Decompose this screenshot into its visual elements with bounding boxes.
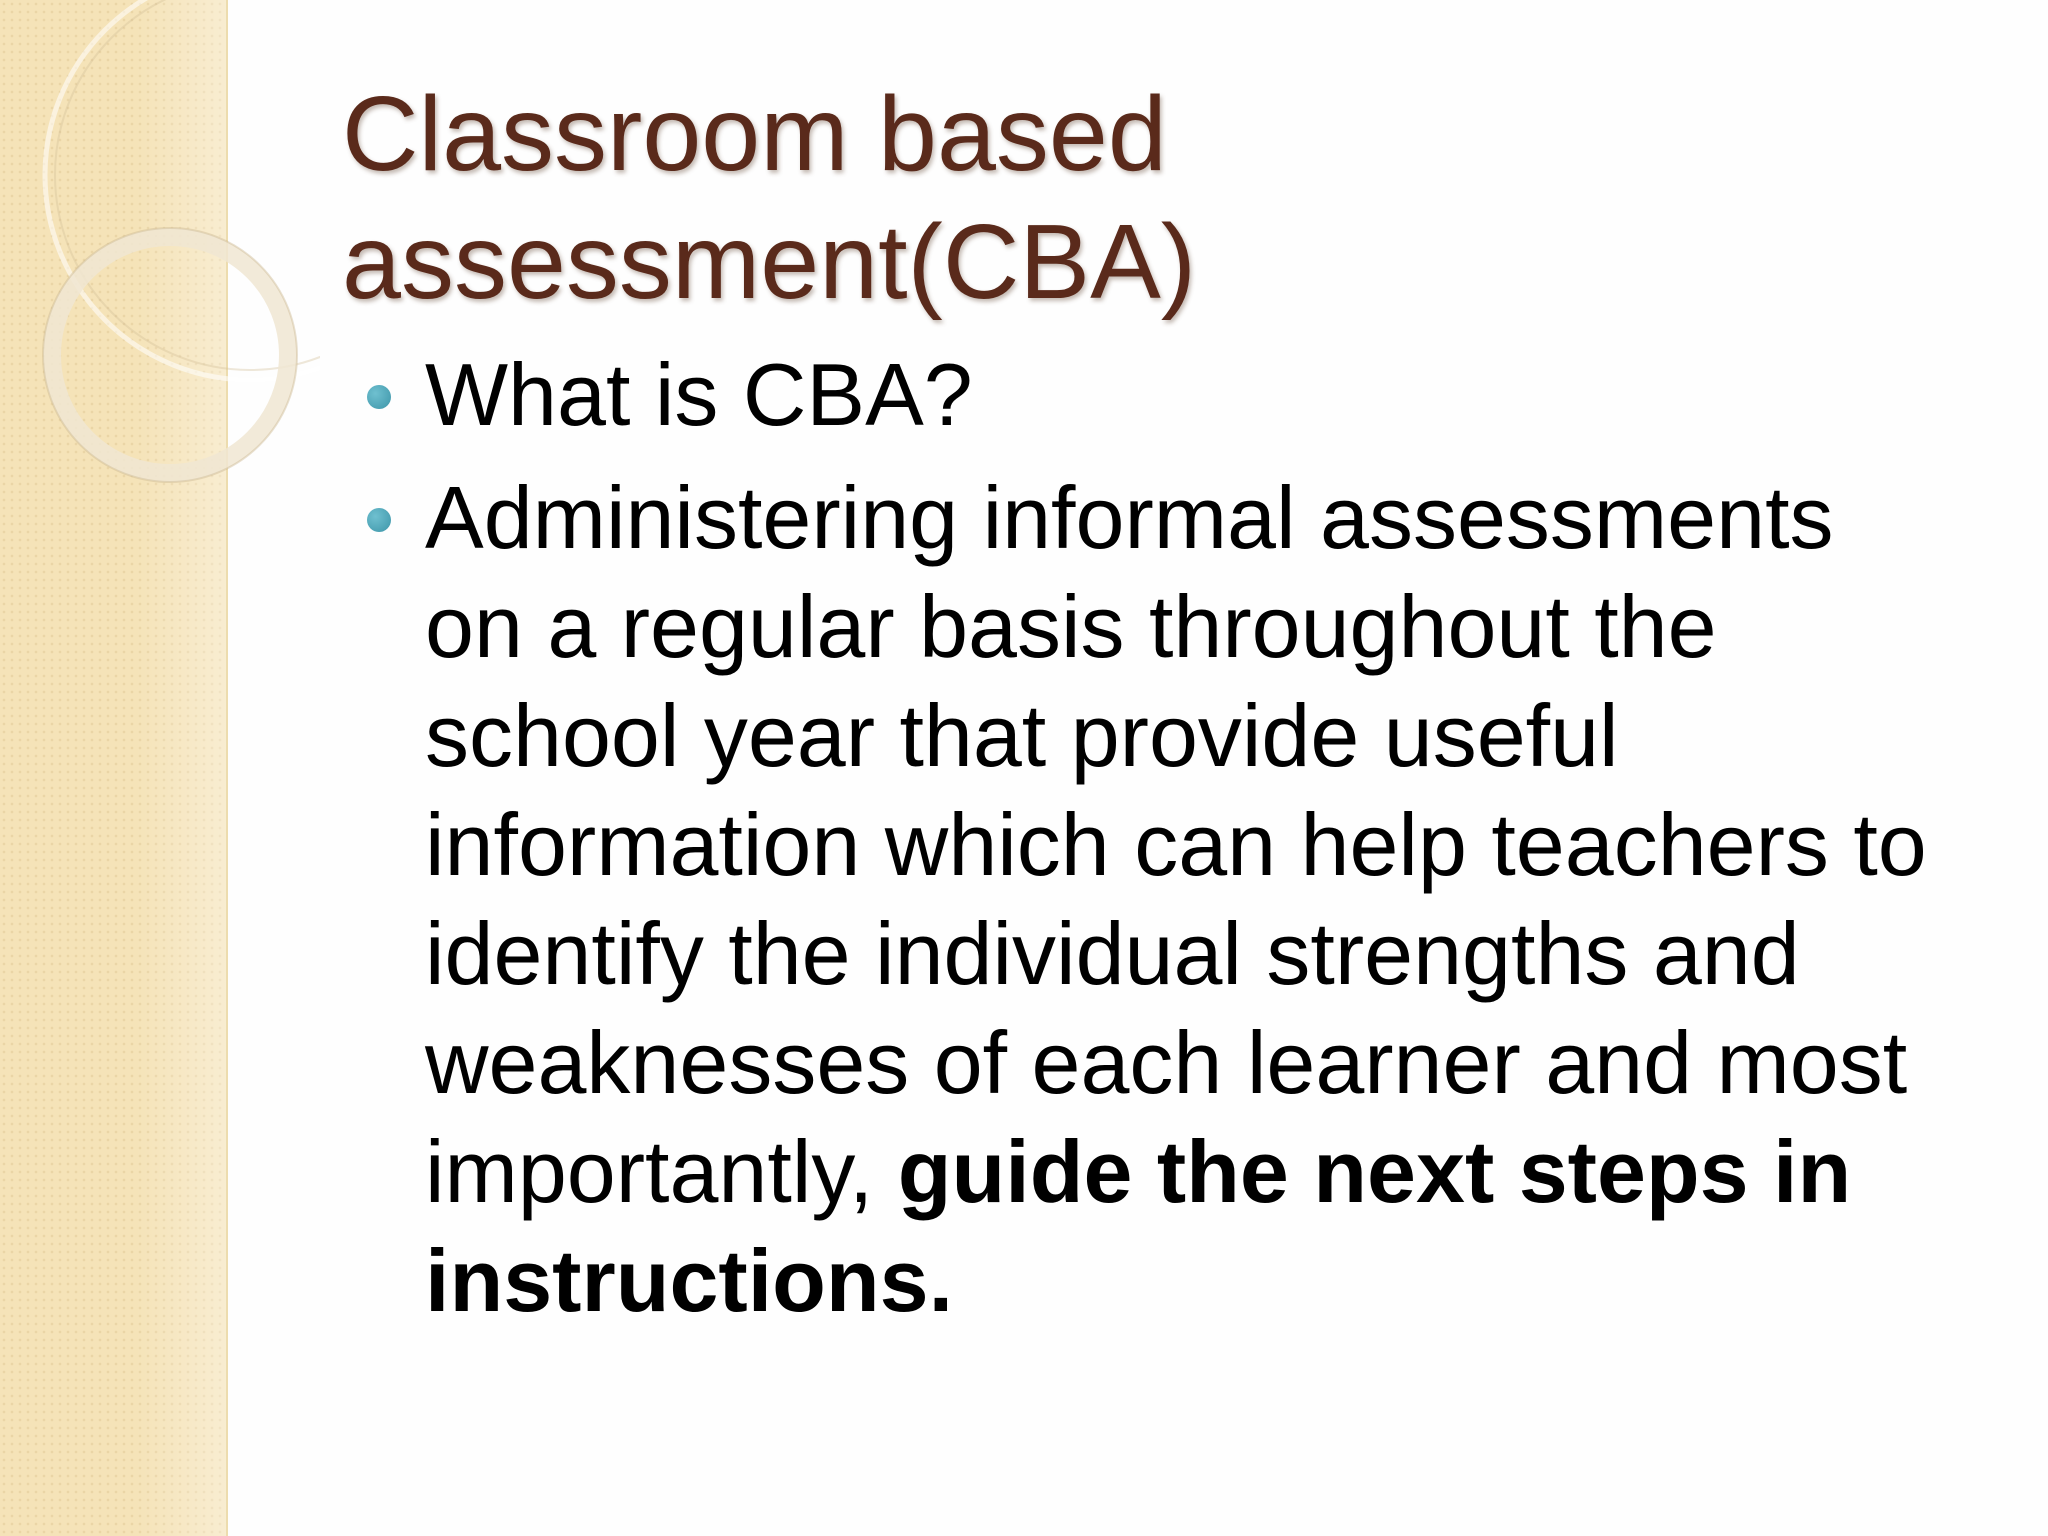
definition-normal-text: importantly, bbox=[425, 1122, 898, 1221]
bullet-text: What is CBA? bbox=[425, 345, 973, 444]
definition-line: weaknesses of each learner and most bbox=[425, 1013, 1908, 1112]
definition-emphasis-end: instructions. bbox=[425, 1231, 954, 1330]
definition-line bbox=[425, 1117, 2000, 1226]
bullet-item-what-is-cba bbox=[360, 340, 2000, 449]
bullet-item-definition bbox=[360, 463, 2000, 1335]
definition-line: identify the individual strengths and bbox=[425, 904, 1800, 1003]
title-line-2: assessment(CBA) bbox=[342, 203, 1197, 321]
title-line-1: Classroom based bbox=[342, 75, 1167, 193]
decorative-rings bbox=[0, 0, 320, 520]
definition-line: Administering informal assessments bbox=[425, 468, 1834, 567]
definition-emphasis: guide the next steps in bbox=[897, 1122, 1852, 1221]
definition-line: information which can help teachers to bbox=[425, 795, 1927, 894]
bullet-list bbox=[360, 340, 2000, 1349]
definition-line bbox=[425, 1226, 2000, 1335]
slide-title bbox=[342, 70, 1942, 326]
definition-line: school year that provide useful bbox=[425, 686, 1619, 785]
ring-small bbox=[52, 237, 288, 473]
bullet-dot-icon bbox=[367, 508, 391, 532]
bullet-dot-icon bbox=[367, 385, 391, 409]
definition-line: on a regular basis throughout the bbox=[425, 577, 1717, 676]
